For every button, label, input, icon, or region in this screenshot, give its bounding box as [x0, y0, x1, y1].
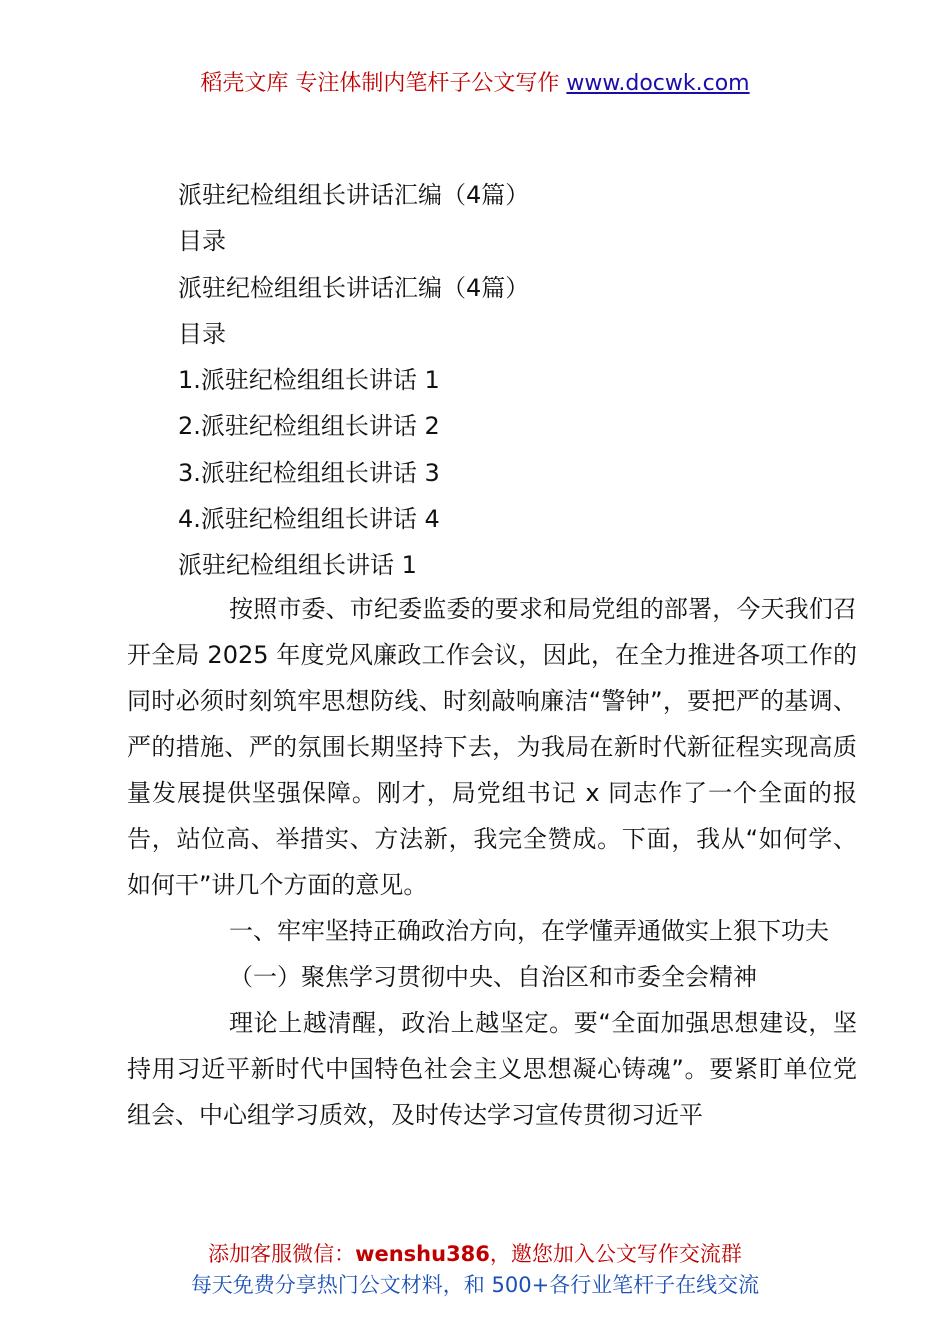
footer-prefix: 添加客服微信： — [208, 1242, 356, 1266]
page-footer — [0, 1239, 950, 1301]
section-heading: 一、牢牢坚持正确政治方向，在学懂弄通做实上狠下功夫 — [229, 917, 829, 945]
body-paragraph: 按照市委、市纪委监委的要求和局党组的部署，今天我们召开全局 2025 年度党风廉政工作会议，因此，在全力推进各项工作的同时必须时刻筑牢思想防线、时刻敲响廉洁“警钟”，要把严的基调、严的措施、严的氛围长期坚持下去，为我局在新时代新征程实现高质量发展提供坚强保障。刚才，局党组书记 x 同志作了一个全面的报告，站位高、举措实、方法新，我完全赞成。下面，我从“如何学、如何干”讲几个方面的意见。 — [127, 595, 857, 899]
speech-body — [127, 586, 857, 1138]
toc-heading: 目录 — [178, 227, 226, 256]
doc-title: 派驻纪检组组长讲话汇编（4篇） — [178, 181, 530, 209]
toc-item: 1.派驻纪检组组长讲话 1 — [178, 366, 440, 395]
wechat-id: wenshu386 — [355, 1242, 490, 1266]
footer-suffix: ，邀您加入公文写作交流群 — [489, 1242, 742, 1266]
footer-contact-line — [0, 1239, 950, 1270]
subsection-heading: （一）聚焦学习贯彻中央、自治区和市委全会精神 — [229, 963, 757, 991]
doc-title-repeat: 派驻纪检组组长讲话汇编（4篇） — [178, 273, 530, 302]
page-header — [0, 68, 950, 100]
toc-item: 4.派驻纪检组组长讲话 4 — [178, 505, 440, 534]
toc-item: 2.派驻纪检组组长讲话 2 — [178, 412, 440, 441]
header-site-link[interactable]: www.docwk.com — [566, 71, 750, 96]
header-brand-text: 稻壳文库 专注体制内笔杆子公文写作 — [200, 71, 560, 96]
section-title: 派驻纪检组组长讲话 1 — [178, 551, 417, 580]
body-paragraph: 理论上越清醒，政治上越坚定。要“全面加强思想建设，坚持用习近平新时代中国特色社会主义思想凝心铸魂”。要紧盯单位党组会、中心组学习质效，及时传达学习宣传贯彻习近平 — [127, 1009, 857, 1129]
table-of-contents — [178, 172, 858, 589]
toc-heading-repeat: 目录 — [178, 319, 226, 348]
footer-promo-line: 每天免费分享热门公文材料，和 500+各行业笔杆子在线交流 — [190, 1273, 760, 1297]
toc-item: 3.派驻纪检组组长讲话 3 — [178, 458, 440, 487]
